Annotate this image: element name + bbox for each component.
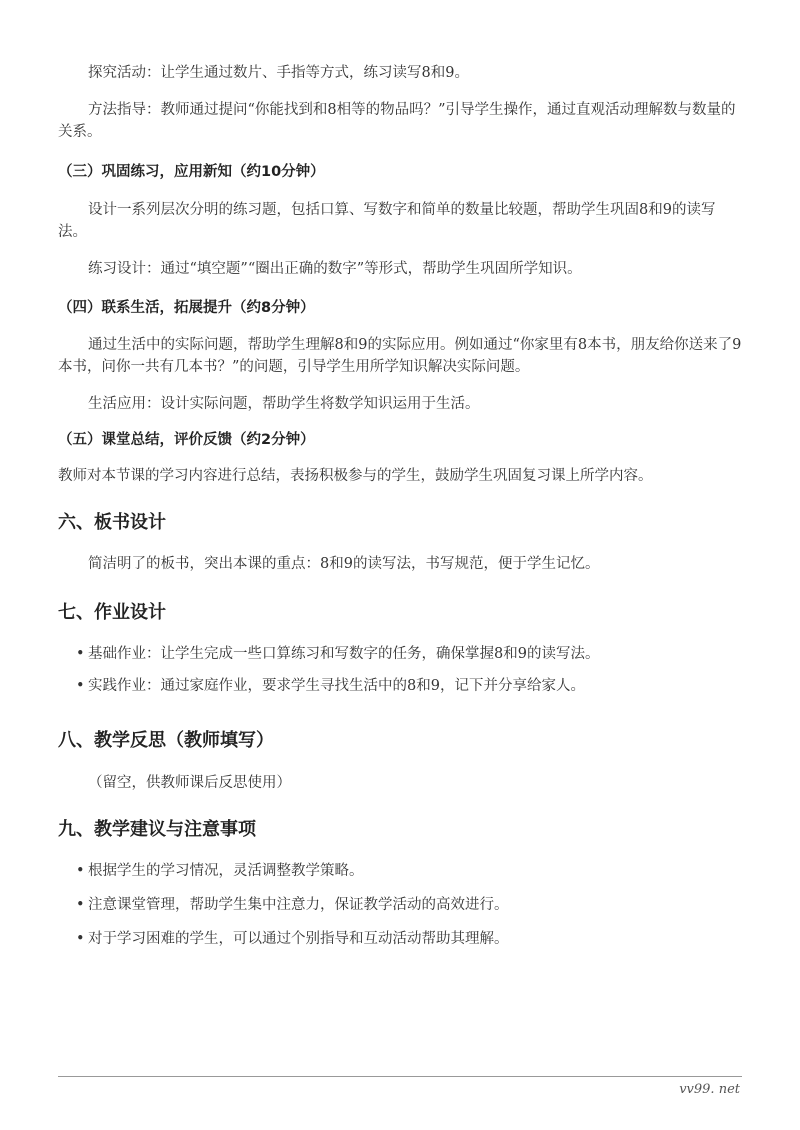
footer-text: vv99. net: [679, 1082, 740, 1097]
list-item: [58, 643, 742, 665]
subheading: （三）巩固练习，应用新知（约10分钟）: [58, 164, 325, 180]
footer-divider: [58, 1076, 742, 1077]
paragraph: 教师对本节课的学习内容进行总结，表扬积极参与的学生，鼓励学生巩固复习课上所学内容。: [58, 468, 653, 484]
paragraph: 简洁明了的板书，突出本课的重点：8和9的读写法，书写规范，便于学生记忆。: [88, 556, 600, 572]
list-item-text: 根据学生的学习情况，灵活调整教学策略。: [88, 863, 364, 879]
list-item-text: 基础作业：让学生完成一些口算练习和写数字的任务，确保掌握8和9的读写法。: [88, 646, 600, 662]
bullet-icon: •: [76, 931, 85, 947]
watermark: vv99.net: [368, 985, 760, 1074]
list-item-text: 实践作业：通过家庭作业，要求学生寻找生活中的8和9，记下并分享给家人。: [88, 678, 585, 694]
list-item: [58, 928, 742, 950]
paragraph: （留空，供教师课后反思使用）: [88, 775, 291, 791]
list-item-text: 注意课堂管理，帮助学生集中注意力，保证教学活动的高效进行。: [88, 897, 509, 913]
list-item: [58, 860, 742, 882]
subheading: （四）联系生活，拓展提升（约8分钟）: [58, 300, 315, 316]
bullet-icon: •: [76, 678, 85, 694]
paragraph: 练习设计：通过“填空题”“圈出正确的数字”等形式，帮助学生巩固所学知识。: [88, 261, 582, 277]
document-body: [58, 62, 742, 950]
section-heading: 八、教学反思（教师填写）: [58, 730, 274, 751]
section-heading: 七、作业设计: [58, 602, 166, 623]
subheading: （五）课堂总结，评价反馈（约2分钟）: [58, 432, 315, 448]
list-item: [58, 894, 742, 916]
paragraph: 探究活动：让学生通过数片、手指等方式，练习读写8和9。: [88, 65, 469, 81]
bullet-icon: •: [76, 863, 85, 879]
section-heading: 九、教学建议与注意事项: [58, 819, 256, 840]
bullet-icon: •: [76, 897, 85, 913]
list-item: [58, 675, 742, 697]
paragraph: 通过生活中的实际问题，帮助学生理解8和9的实际应用。例如通过“你家里有8本书，朋友给你送来了9本书，问你一共有几本书？”的问题，引导学生用所学知识解决实际问题。: [58, 337, 742, 375]
bullet-icon: •: [76, 646, 85, 662]
paragraph: 方法指导：教师通过提问“你能找到和8相等的物品吗？”引导学生操作，通过直观活动理解数与数量的关系。: [58, 102, 736, 140]
section-heading: 六、板书设计: [58, 512, 166, 533]
list-item-text: 对于学习困难的学生，可以通过个别指导和互动活动帮助其理解。: [88, 931, 509, 947]
paragraph: 设计一系列层次分明的练习题，包括口算、写数字和简单的数量比较题，帮助学生巩固8和9的读写法。: [58, 202, 716, 240]
paragraph: 生活应用：设计实际问题，帮助学生将数学知识运用于生活。: [88, 396, 480, 412]
